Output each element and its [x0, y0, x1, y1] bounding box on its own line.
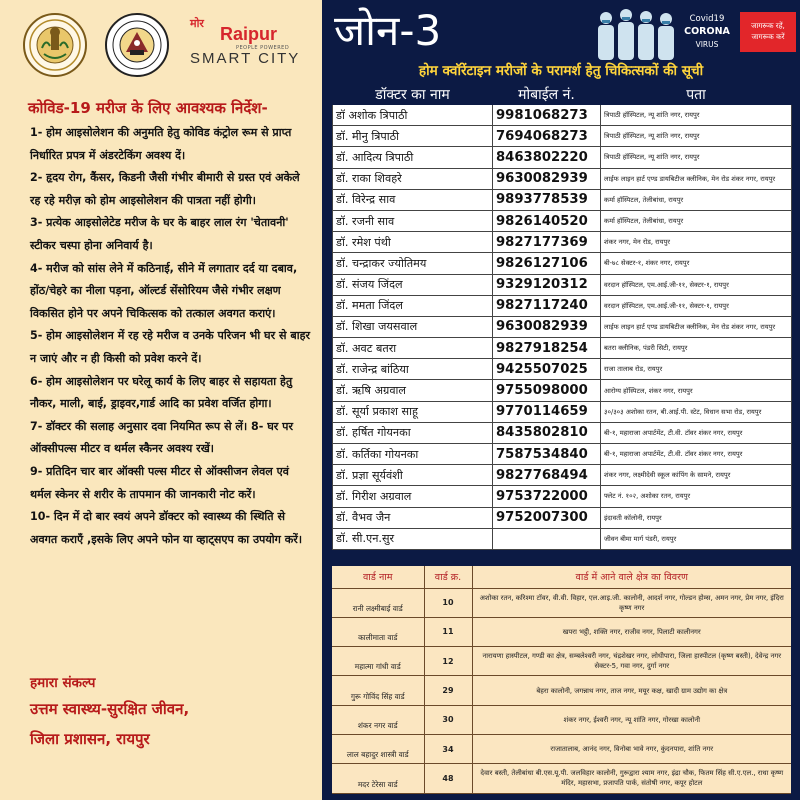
doctor-mobile[interactable]: 7587534840 [493, 444, 601, 465]
doctor-row [333, 126, 792, 147]
doctor-address: वरदान हॉस्पिटल, एम.आई.जी-११, सेक्टर-१, रायपुर [601, 295, 792, 316]
doctor-row [333, 338, 792, 359]
instruction-item: 1- होम आइसोलेशन की अनुमति हेतु कोविड कंट्रोल रूम से प्राप्त निर्धारित प्रपत्र में अंडरटेकिंग अवश्य दें। [30, 126, 292, 162]
doctor-row [333, 295, 792, 316]
instruction-item: 10- दिन में दो बार स्वयं अपने डॉक्टर को स्वास्थ्य की स्थिति से अवगत कराएँ ,इसके लिए अपने फोन या व्हाट्सएप का उपयोग करें। [30, 510, 303, 546]
ward-area: राजातालाब, आनंद नगर, विनोबा भावे नगर, कुंदनपारा, शांति नगर [472, 734, 791, 763]
instruction-item: 5- होम आइसोलेशन में रह रहे मरीज व उनके परिजन भी घर से बाहर न जाएं और न ही किसी को प्रवेश करने दें। [30, 329, 311, 365]
doctor-mobile[interactable]: 8463802220 [493, 147, 601, 168]
ward-area: नारायणा हास्पीटल, गण्डी का क्षेत्र, सम्बलेश्वरी नगर, चंद्रशेखर नगर, लोधीपारा, जिला हास्पीटल (कृष्ण बस्ती), देवेन्द्र नगर सेक्टर-5, गवा नगर, दुर्गा नगर [472, 647, 791, 676]
logo-mor: मोर [190, 17, 204, 30]
doctor-name: डॉ. मीनु त्रिपाठी [333, 126, 493, 147]
doctor-address: बतरा क्लीनिक, पंडरी सिटी, रायपुर [601, 338, 792, 359]
doctor-mobile[interactable]: 9893778539 [493, 189, 601, 210]
doctor-row [333, 253, 792, 274]
doctor-row [333, 105, 792, 126]
ward-name: लाल बहादुर शास्त्री वार्ड [332, 734, 424, 763]
doctor-name: डॉ. सी.एन.सुर [333, 528, 493, 549]
doctor-mobile[interactable]: 9827918254 [493, 338, 601, 359]
ward-row [332, 676, 791, 705]
logo-tagline: PEOPLE POWERED [236, 45, 290, 51]
doctor-address: बी-१, महाराजा अपार्टमेंट, टी.वी. टॉवर शंकर नगर, रायपुर [601, 422, 792, 443]
doctor-table-body [333, 105, 792, 550]
ward-row [332, 734, 791, 763]
ward-name: महात्मा गांधी वार्ड [332, 647, 424, 676]
awareness-tag: जागरूक रहें, जागरूक करें [740, 12, 796, 52]
ward-area: बेहरा कालोनी, जगन्नाथ नगर, ताज नगर, मयूर कक्ष, खादी ग्राम उद्योग का क्षेत्र [472, 676, 791, 705]
ward-name: मदर टेरेसा वार्ड [332, 764, 424, 793]
doctor-address: राजा तालाब रोड, रायपुर [601, 359, 792, 380]
doctor-mobile[interactable]: 9630082939 [493, 316, 601, 337]
ward-number: 12 [424, 647, 472, 676]
ward-row [332, 588, 791, 617]
doctor-address: शंकर नगर, लक्ष्मीदेवी स्कूल कांपिंग के सामने, रायपुर [601, 465, 792, 486]
ward-name: शंकर नगर वार्ड [332, 705, 424, 734]
doctor-mobile[interactable]: 7694068273 [493, 126, 601, 147]
instruction-item: 9- प्रतिदिन चार बार ऑक्सी पल्स मीटर से ऑक्सीजन लेवल एवं थर्मल स्केनर से शरीर के तापमान की जानकारी नोट करें। [30, 464, 289, 501]
ward-row [332, 647, 791, 676]
logo-raipur: Raipur [220, 24, 278, 44]
instruction-item: 7- डॉक्टर की सलाह अनुसार दवा नियमित रूप से लें। 8- घर पर ऑक्सीपल्स मीटर व थर्मल स्कैनर अवश्य रखें। [30, 419, 294, 456]
ward-number: 30 [424, 705, 472, 734]
doctor-table-header [333, 85, 792, 105]
ward-area: देवार बस्ती, तेलीबांधा बी.एस.यू.पी. जलविहार कालोनी, गुरूद्वारा श्याम नगर, इंद्रा चौक, फितम सिंह सी.ए.एल., राधा कृष्ण मंदिर, महासभा, प्रजापति पार्क, संतोषी नगर, कपूर होटल [472, 764, 791, 793]
doctor-address: वरदान हॉस्पिटल, एम.आई.जी-११, सेक्टर-१, रायपुर [601, 274, 792, 295]
ward-table-header [332, 566, 791, 588]
doctor-name: डॉ. गिरीश अग्रवाल [333, 486, 493, 507]
doctor-mobile[interactable]: 9755098000 [493, 380, 601, 401]
instruction-item: 3- प्रत्येक आइसोलेटेड मरीज के घर के बाहर लाल रंग 'चेतावनी' स्टीकर चस्पा होना अनिवार्य है। [30, 216, 289, 252]
doctor-row [333, 486, 792, 507]
doctor-row [333, 507, 792, 528]
doctor-mobile[interactable]: 9827117240 [493, 295, 601, 316]
doctor-mobile[interactable]: 9753722000 [493, 486, 601, 507]
header-ward-name: वार्ड नाम [332, 566, 424, 588]
ward-number: 10 [424, 588, 472, 617]
zone-title: जोन-3 [334, 6, 442, 55]
doctor-row [333, 444, 792, 465]
doctor-mobile[interactable]: 9827768494 [493, 465, 601, 486]
ward-name: कालीमाता वार्ड [332, 617, 424, 646]
ward-section [332, 566, 791, 794]
doctor-name: डॉ. राजेन्द्र बांठिया [333, 359, 493, 380]
doctor-row [333, 168, 792, 189]
doctor-row [333, 210, 792, 231]
doctor-address: कर्मा हॉस्पिटल, तेलीबांधा, रायपुर [601, 210, 792, 231]
doctor-table [332, 84, 792, 550]
resolve-authority: जिला प्रशासन, रायपुर [30, 730, 150, 748]
doctor-address: त्रिपाठी हॉस्पिटल, न्यू शांति नगर, रायपुर [601, 126, 792, 147]
doctor-mobile[interactable]: 9826127106 [493, 253, 601, 274]
doctor-name: डॉ. कर्तिका गोयनका [333, 444, 493, 465]
ward-table-body [332, 588, 791, 793]
ward-number: 29 [424, 676, 472, 705]
doctor-address: फ्लेट नं. १०२, अशोका रतन, रायपुर [601, 486, 792, 507]
covid-badge [678, 10, 800, 60]
doctor-mobile[interactable]: 9329120312 [493, 274, 601, 295]
doctor-name: डॉ. शिखा जयसवाल [333, 316, 493, 337]
doctor-list-panel [322, 0, 800, 800]
header-doctor-name: डॉक्टर का नाम [333, 85, 493, 105]
doctor-name: डॉ. संजय जिंदल [333, 274, 493, 295]
ward-number: 48 [424, 764, 472, 793]
ward-number: 11 [424, 617, 472, 646]
doctor-address: बी-१, महाराजा अपार्टमेंट, टी.वी. टॉवर शंकर नगर, रायपुर [601, 444, 792, 465]
doctor-row [333, 380, 792, 401]
doctor-address: त्रिपाठी हॉस्पिटल, न्यू शांति नगर, रायपुर [601, 105, 792, 126]
resolve-block [30, 672, 310, 754]
instruction-item: 6- होम आइसोलेशन पर घरेलू कार्य के लिए बाहर से सहायता हेतु नौकर, माली, बाई, ड्राइवर,गार्ड आदि का प्रवेश वर्जित होगा। [30, 374, 293, 411]
doctor-mobile[interactable]: 8435802810 [493, 422, 601, 443]
header-ward-area: वार्ड में आने वाले क्षेत्र का विवरण [472, 566, 791, 588]
doctor-mobile[interactable]: 9770114659 [493, 401, 601, 422]
doctor-name: डॉ. रजनी साव [333, 210, 493, 231]
header-ward-number: वार्ड क्र. [424, 566, 472, 588]
doctor-address: शंकर नगर, मेन रोड, रायपुर [601, 232, 792, 253]
doctor-name: डॉ. हर्षित गोयनका [333, 422, 493, 443]
list-subtitle: होम क्वॉरेंटाइन मरीजों के परामर्श हेतु चिकित्सकों की सूची [418, 63, 704, 79]
doctor-address: इंदावती कॉलोनी, रायपुर [601, 507, 792, 528]
doctor-row [333, 528, 792, 549]
logo-smart-city: SMART CITY [190, 50, 301, 67]
doctor-address: बी-७८ सेक्टर-१, शंकर नगर, रायपुर [601, 253, 792, 274]
doctor-name: डॉ. विरेन्द्र साव [333, 189, 493, 210]
doctor-mobile[interactable]: 9826140520 [493, 210, 601, 231]
doctor-name: डॉ. आदित्य त्रिपाठी [333, 147, 493, 168]
instruction-item: 4- मरीज को सांस लेने में कठिनाई, सीने में लगातार दर्द या दबाव, होंठ/चेहरे का नीला पड़ना, ऑल्टर्ड सेंसोरियम जैसे गंभीर लक्षण विकसित होने पर अपने चिकित्सक को तत्काल अवगत कराएं। [30, 261, 298, 320]
ward-area: खपरा भट्ठी, शक्ति नगर, राजीव नगर, पिलाटी कालीनगर [472, 617, 791, 646]
ward-row [332, 617, 791, 646]
doctor-name: डॉ. ऋषि अग्रवाल [333, 380, 493, 401]
doctor-name: डॉ. राका शिवहरे [333, 168, 493, 189]
header-mobile: मोबाईल नं. [493, 85, 601, 105]
doctor-name: डॉ. ममता जिंदल [333, 295, 493, 316]
doctor-name: डॉ. प्रज्ञा सूर्यवंशी [333, 465, 493, 486]
covid-label: Covid19 [689, 14, 725, 24]
logo-strip [22, 10, 312, 80]
medical-staff-illustration [592, 6, 680, 60]
doctor-row [333, 465, 792, 486]
doctor-row [333, 316, 792, 337]
doctor-address: कर्मा हॉस्पिटल, तेलीबांधा, रायपुर [601, 189, 792, 210]
cg-government-seal [22, 12, 88, 78]
resolve-slogan: उत्तम स्वास्थ्य-सुरक्षित जीवन, [30, 700, 190, 718]
ward-row [332, 764, 791, 793]
doctor-mobile[interactable]: 9425507025 [493, 359, 601, 380]
ward-name: रानी लक्ष्मीबाई वार्ड [332, 588, 424, 617]
doctor-mobile[interactable] [493, 528, 601, 549]
doctor-address: लाईफ लाइन हार्ट एण्ड डायबिटीज क्लीनिक, मेन रोड शंकर नगर, रायपुर [601, 316, 792, 337]
resolve-heading: हमारा संकल्प [30, 675, 96, 691]
instruction-item: 2- हृदय रोग, कैंसर, किडनी जैसी गंभीर बीमारी से ग्रस्त एवं अकेले रह रहे मरीज़ को होम आइसोलेशन की पात्रता नहीं होगी। [30, 171, 300, 207]
doctor-name: डॉ. अवट बतरा [333, 338, 493, 359]
doctor-address: त्रिपाठी हॉस्पिटल, न्यू शांति नगर, रायपुर [601, 147, 792, 168]
municipal-corporation-seal [104, 12, 170, 78]
raipur-smart-city-logo [190, 16, 310, 76]
doctor-row [333, 401, 792, 422]
doctor-address: आरोग्य हॉस्पिटल, शंकर नगर, रायपुर [601, 380, 792, 401]
instructions-list [30, 122, 312, 551]
ward-name: गुरू गोविंद सिंह वार्ड [332, 676, 424, 705]
doctor-address: लाईफ लाइन हार्ट एण्ड डायबिटीज क्लीनिक, मेन रोड शंकर नगर, रायपुर [601, 168, 792, 189]
ward-number: 34 [424, 734, 472, 763]
header-address: पता [601, 85, 792, 105]
ward-row [332, 705, 791, 734]
instructions-panel [0, 0, 322, 800]
doctor-row [333, 422, 792, 443]
doctor-row [333, 274, 792, 295]
doctor-mobile[interactable]: 9752007300 [493, 507, 601, 528]
virus-label: VIRUS [695, 40, 719, 49]
doctor-name: डॉ. चन्द्राकर ज्योतिमय [333, 253, 493, 274]
doctor-name: डॉ. रमेश पंथी [333, 232, 493, 253]
doctor-row [333, 232, 792, 253]
doctor-row [333, 189, 792, 210]
doctor-row [333, 359, 792, 380]
doctor-address: ३०/३०३ अशोका रतन, बी.आई.पी. स्टेट, विधान सभा रोड, रायपुर [601, 401, 792, 422]
doctor-mobile[interactable]: 9630082939 [493, 168, 601, 189]
doctor-mobile[interactable]: 9827177369 [493, 232, 601, 253]
doctor-row [333, 147, 792, 168]
doctor-mobile[interactable]: 9981068273 [493, 105, 601, 126]
ward-table [332, 566, 791, 794]
doctor-name: डॉ अशोक त्रिपाठी [333, 105, 493, 126]
corona-label: CORONA [684, 26, 730, 37]
ward-area: अशोका रतन, करिश्मा टॉवर, वी.वी. विहार, एल.आइ.जी. कालोनी, आदर्श नगर, गोल्डन होम्स, अमन नगर, प्रेम नगर, इंदिरा कृष्ण नगर [472, 588, 791, 617]
instructions-title: कोविड-19 मरीज के लिए आवश्यक निर्देश- [28, 99, 268, 117]
doctor-address: जीवन बीमा मार्ग पंडरी, रायपुर [601, 528, 792, 549]
ward-area: शंकर नगर, ईश्वरी नगर, न्यू शांति नगर, गोरखा कालोनी [472, 705, 791, 734]
doctor-name: डॉ. वैभव जैन [333, 507, 493, 528]
doctor-name: डॉ. सूर्या प्रकाश साहू [333, 401, 493, 422]
